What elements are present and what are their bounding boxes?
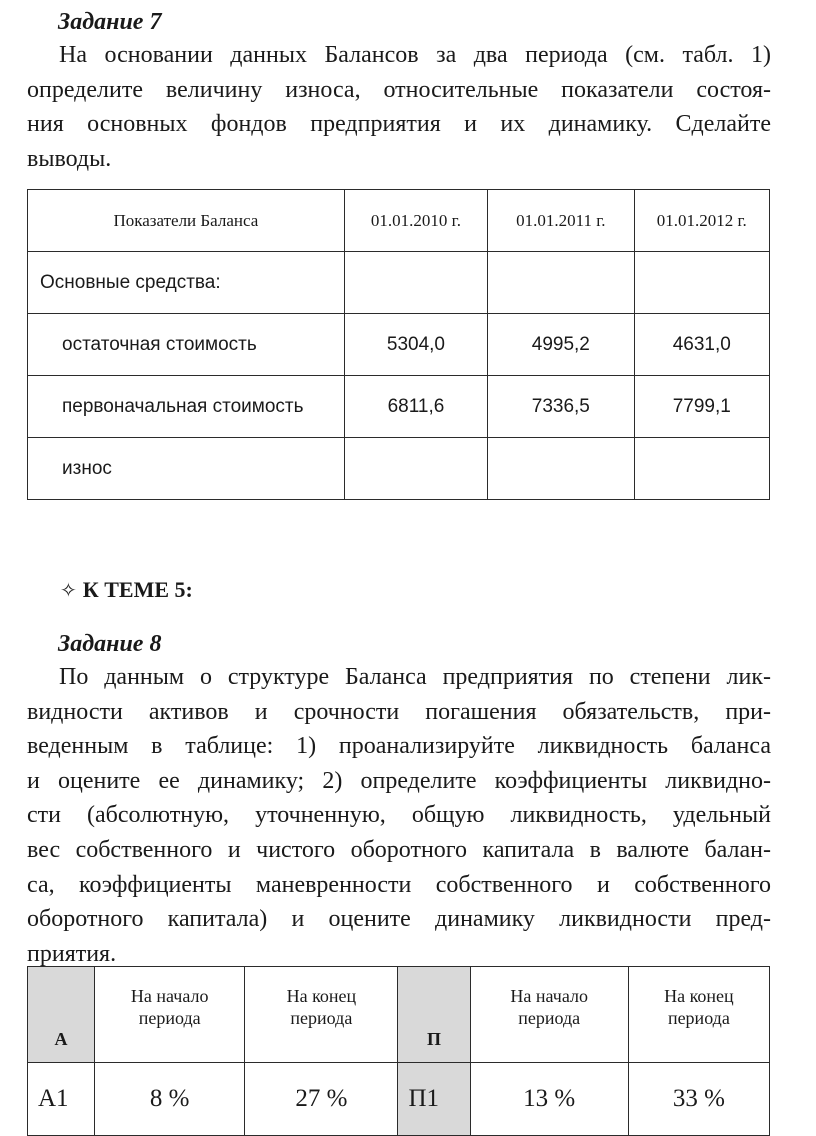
- task8-text: [27, 660, 771, 971]
- row-label-a1: А1: [28, 1063, 95, 1136]
- task8-line-6: вес собственного и чистого оборотного капитала в валюте балан-: [27, 836, 771, 863]
- table-cell: 7799,1: [634, 376, 770, 438]
- table-row: [28, 438, 770, 500]
- table-cell: 5304,0: [344, 314, 487, 376]
- task8-line-4: и оцените ее динамику; 2) определите коэффициенты ликвидно-: [27, 767, 771, 794]
- liquidity-table: [27, 966, 770, 1136]
- table-cell: 7336,5: [488, 376, 634, 438]
- table-cell: 13 %: [470, 1063, 628, 1136]
- table-cell: 6811,6: [344, 376, 487, 438]
- balance-table: [27, 189, 770, 500]
- header-2012: 01.01.2012 г.: [634, 190, 770, 252]
- task7-text: [27, 38, 771, 176]
- section-title: К ТЕМЕ 5:: [82, 577, 193, 602]
- table-row: [28, 252, 770, 314]
- table-cell: [488, 438, 634, 500]
- header-2010: 01.01.2010 г.: [344, 190, 487, 252]
- table-cell: [634, 252, 770, 314]
- row-label-p1: П1: [398, 1063, 470, 1136]
- task7-line-4: выводы.: [27, 145, 112, 172]
- table-row: [28, 376, 770, 438]
- header-liabilities-end: На конец периода: [628, 967, 769, 1063]
- table-cell: 4631,0: [634, 314, 770, 376]
- header-indicator: Показатели Баланса: [28, 190, 345, 252]
- header-liabilities-group: П: [398, 967, 470, 1063]
- task8-title: Задание 8: [58, 631, 162, 657]
- row-label-fixed-assets: Основные средства:: [28, 252, 345, 314]
- row-label-initial-value: первоначальная стоимость: [28, 376, 345, 438]
- task8-line-1: По данным о структуре Баланса предприятия по степени лик-: [59, 664, 771, 690]
- task7-title: Задание 7: [58, 9, 162, 35]
- table-row: [28, 314, 770, 376]
- table-cell: 4995,2: [488, 314, 634, 376]
- header-liabilities-start: На начало периода: [470, 967, 628, 1063]
- task8-line-3: веденным в таблице: 1) проанализируйте ликвидность баланса: [27, 733, 771, 760]
- header-assets-end: На конец периода: [245, 967, 398, 1063]
- table-cell: 27 %: [245, 1063, 398, 1136]
- header-2011: 01.01.2011 г.: [488, 190, 634, 252]
- row-label-depreciation: износ: [28, 438, 345, 500]
- header-assets-start: На начало периода: [95, 967, 245, 1063]
- row-label-residual-value: остаточная стоимость: [28, 314, 345, 376]
- star-icon: ✧: [60, 578, 77, 602]
- task7-line-1: На основании данных Балансов за два периода (см. табл. 1): [59, 42, 771, 68]
- task8-line-5: сти (абсолютную, уточненную, общую ликвидность, удельный: [27, 802, 771, 829]
- table-cell: [344, 252, 487, 314]
- section-heading: [60, 576, 193, 604]
- table-cell: 8 %: [95, 1063, 245, 1136]
- table-header-row: [28, 190, 770, 252]
- table-cell: 33 %: [628, 1063, 769, 1136]
- task8-line-8: оборотного капитала) и оцените динамику ликвидности пред-: [27, 906, 771, 933]
- table-header-row: [28, 967, 770, 1063]
- task8-line-7: са, коэффициенты маневренности собственного и собственного: [27, 871, 771, 898]
- task7-line-2: определите величину износа, относительные показатели состоя-: [27, 76, 771, 103]
- header-assets-group: А: [28, 967, 95, 1063]
- table-cell: [488, 252, 634, 314]
- table-row: [28, 1063, 770, 1136]
- table-cell: [634, 438, 770, 500]
- task8-line-9: приятия.: [27, 940, 117, 967]
- task8-line-2: видности активов и срочности погашения обязательств, при-: [27, 698, 771, 725]
- task7-line-3: ния основных фондов предприятия и их динамику. Сделайте: [27, 111, 771, 138]
- table-cell: [344, 438, 487, 500]
